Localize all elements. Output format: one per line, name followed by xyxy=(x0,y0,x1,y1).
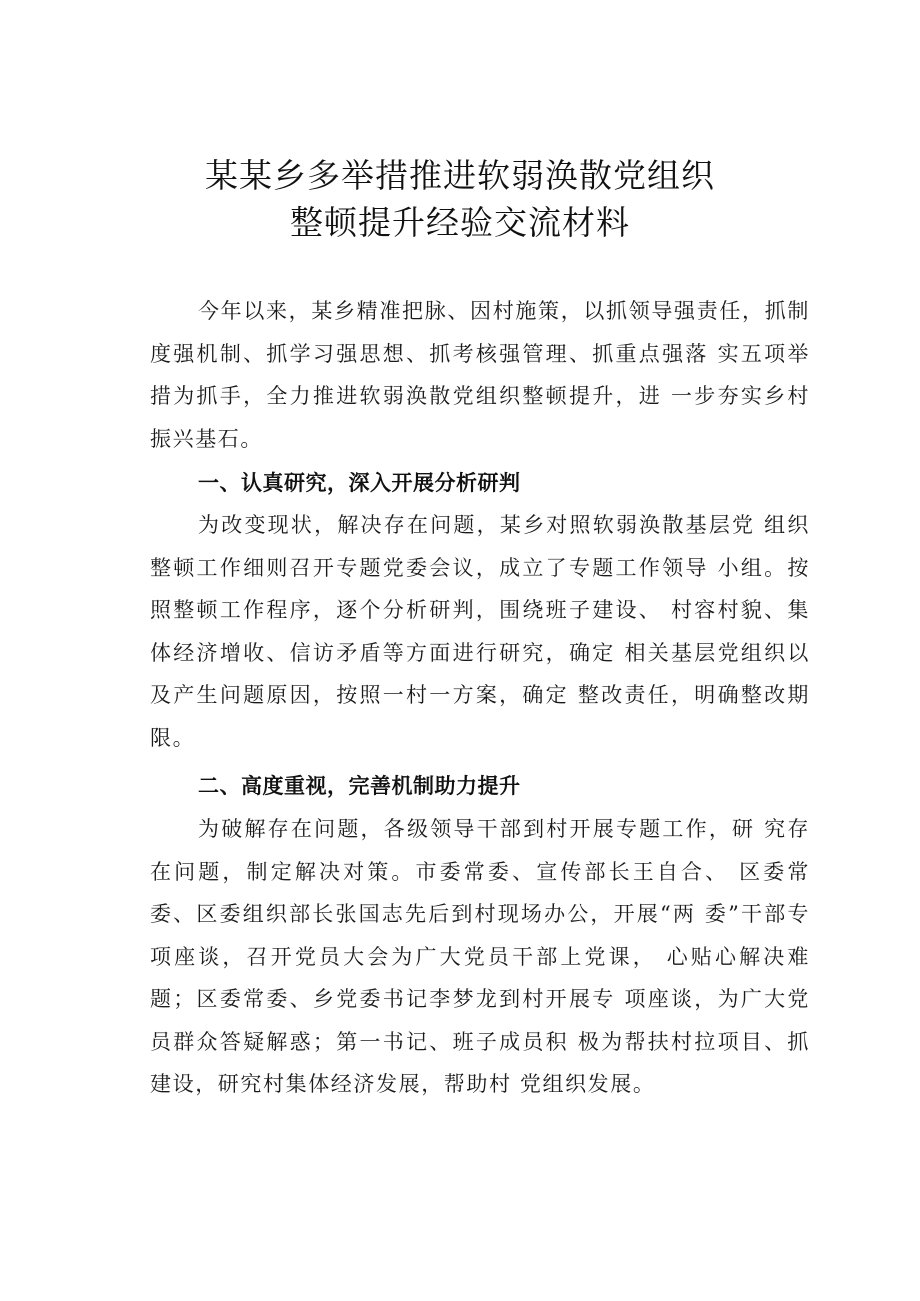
section-2-heading: 二、高度重视，完善机制助力提升 xyxy=(198,774,521,798)
document-title-line-2: 整顿提升经验交流材料 xyxy=(290,203,630,242)
section-1-heading: 一、认真研究，深入开展分析研判 xyxy=(198,471,521,495)
section-1-paragraph: 为改变现状，解决存在问题，某乡对照软弱涣散基层党 组织整顿工作细则召开专题党委会议，成立了专题工作领导 小组。按照整顿工作程序，逐个分析研判，围绕班子建设、 村容村貌、集体经济增收、信访矛盾等方面进行研究，确定 相关基层党组织以及产生问题原因，按照一村一方案，确定 整改责任，明确整改期限。 xyxy=(150,513,810,750)
section-2-paragraph: 为破解存在问题，各级领导干部到村开展专题工作，研 究存在问题，制定解决对策。市委常委、宣传部长王自合、 区委常委、区委组织部长张国志先后到村现场办公，开展“两 委”干部专项座谈，召开党员大会为广大党员干部上党课， 心贴心解决难题；区委常委、乡党委书记李梦龙到村开展专 项座谈，为广大党员群众答疑解惑；第一书记、班子成员积 极为帮扶村拉项目、抓建设，研究村集体经济发展，帮助村 党组织发展。 xyxy=(150,817,810,1096)
document-title-line-1: 某某乡多举措推进软弱涣散党组织 xyxy=(205,156,715,195)
intro-paragraph: 今年以来，某乡精准把脉、因村施策，以抓领导强责任，抓制度强机制、抓学习强思想、抓考核强管理、抓重点强落 实五项举措为抓手，全力推进软弱涣散党组织整顿提升，进 一步夯实乡村振兴基石。 xyxy=(150,299,810,451)
